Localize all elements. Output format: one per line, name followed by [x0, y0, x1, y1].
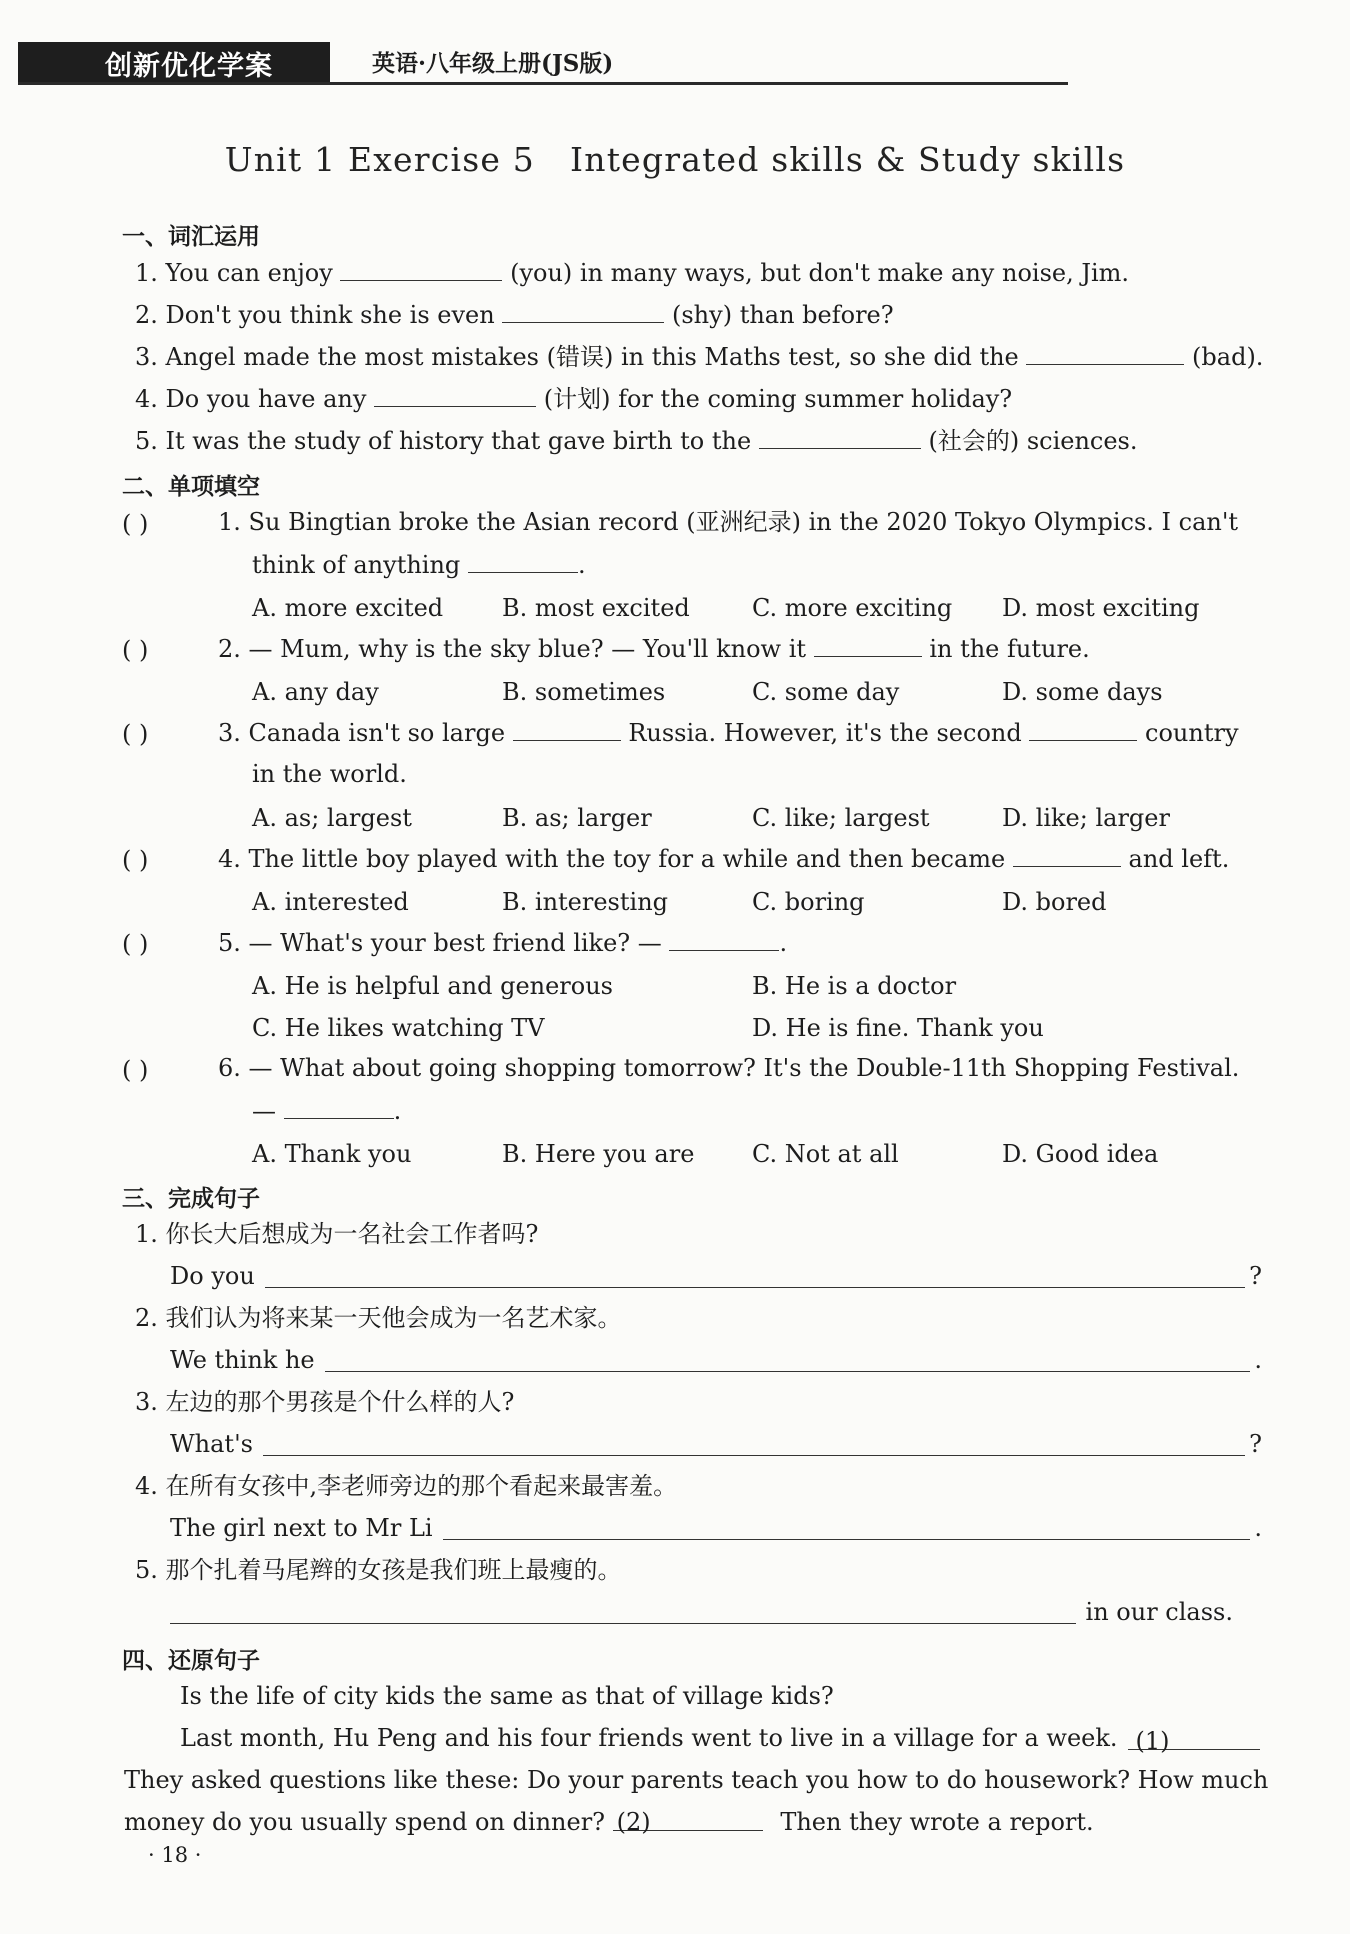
header-rule	[18, 82, 1068, 85]
sentence-end: ?	[1249, 1262, 1262, 1290]
section-4-heading: 四、还原句子	[122, 1648, 260, 1674]
answer-blank[interactable]	[284, 1098, 394, 1119]
option-c[interactable]: C. He likes watching TV	[252, 1014, 545, 1042]
passage-line-1	[180, 1724, 1260, 1755]
translation-item-4	[135, 1474, 677, 1498]
option-b[interactable]: B. Here you are	[502, 1140, 695, 1168]
answer-blank[interactable]	[1026, 344, 1184, 365]
item-number: 2.	[135, 1304, 158, 1332]
option-a[interactable]: A. more excited	[252, 594, 444, 622]
sentence-start: The girl next to Mr Li	[170, 1514, 433, 1542]
answer-blank[interactable]	[669, 930, 779, 951]
question-text: Canada isn't so large	[248, 719, 506, 747]
answer-line[interactable]	[263, 1435, 1245, 1456]
question-number: 2.	[218, 635, 241, 663]
passage-line-2: They asked questions like these: Do your parents teach you how to do housework? How much	[124, 1766, 1269, 1794]
question-text: .	[393, 1097, 402, 1125]
mc-question-1	[218, 510, 1238, 534]
vocab-item-4	[135, 386, 1012, 411]
option-a[interactable]: A. Thank you	[252, 1140, 412, 1168]
chinese-prompt: 左边的那个男孩是个什么样的人?	[165, 1388, 515, 1416]
question-text: — What about going shopping tomorrow? It's the Double-11th Shopping Festival.	[248, 1054, 1240, 1082]
item-text: It was the study of history that gave birth to the	[165, 427, 752, 455]
vocab-item-1	[135, 260, 1129, 285]
mc-question-3	[218, 720, 1239, 745]
translation-answer-4	[170, 1516, 1262, 1540]
dash: —	[252, 1097, 276, 1125]
translation-answer-5	[170, 1600, 1233, 1624]
sentence-start: We think he	[170, 1346, 315, 1374]
item-number: 2.	[135, 301, 158, 329]
answer-blank[interactable]	[468, 552, 578, 573]
answer-blank[interactable]	[814, 636, 922, 657]
item-number: 4.	[135, 1472, 158, 1500]
answer-blank[interactable]	[1013, 846, 1121, 867]
answer-paren[interactable]: ( )	[122, 930, 149, 958]
question-text: think of anything	[252, 551, 461, 579]
question-text: .	[577, 551, 586, 579]
option-c[interactable]: C. some day	[752, 678, 900, 706]
answer-blank[interactable]	[513, 720, 621, 741]
sentence-end: in our class.	[1085, 1598, 1233, 1626]
item-number: 3.	[135, 1388, 158, 1416]
item-number: 3.	[135, 343, 158, 371]
option-d[interactable]: D. bored	[1002, 888, 1107, 916]
answer-line[interactable]	[265, 1267, 1245, 1288]
option-b[interactable]: B. He is a doctor	[752, 972, 957, 1000]
chinese-prompt: 那个扎着马尾辫的女孩是我们班上最瘦的。	[165, 1556, 622, 1584]
question-text: and left.	[1128, 845, 1230, 873]
item-text: (社会的) sciences.	[928, 427, 1138, 455]
answer-blank[interactable]	[502, 302, 664, 323]
answer-blank[interactable]	[340, 260, 502, 281]
passage-text: money do you usually spend on dinner?	[124, 1808, 606, 1836]
option-a[interactable]: A. any day	[252, 678, 379, 706]
option-d[interactable]: D. most exciting	[1002, 594, 1200, 622]
page-title: Unit 1 Exercise 5 Integrated skills & Study skills	[224, 140, 1126, 179]
answer-blank-2[interactable]	[613, 1808, 763, 1836]
option-c[interactable]: C. boring	[752, 888, 865, 916]
answer-paren[interactable]: ( )	[122, 846, 149, 874]
question-number: 1.	[218, 508, 241, 536]
answer-paren[interactable]: ( )	[122, 1056, 149, 1084]
item-text: Don't you think she is even	[165, 301, 495, 329]
translation-item-5	[135, 1558, 622, 1582]
item-text: Do you have any	[165, 385, 367, 413]
item-number: 1.	[135, 1220, 158, 1248]
answer-line[interactable]	[170, 1603, 1076, 1624]
section-2-heading: 二、单项填空	[122, 474, 260, 500]
question-text: — What's your best friend like? —	[248, 929, 662, 957]
chinese-prompt: 我们认为将来某一天他会成为一名艺术家。	[165, 1304, 622, 1332]
passage-line-3	[124, 1810, 1094, 1834]
question-number: 6.	[218, 1054, 241, 1082]
header-brand: 创新优化学案	[105, 51, 273, 82]
option-d[interactable]: D. like; larger	[1002, 804, 1170, 832]
option-c[interactable]: C. more exciting	[752, 594, 953, 622]
mc-question-3-line2: in the world.	[252, 760, 407, 788]
item-number: 1.	[135, 259, 158, 287]
answer-line[interactable]	[443, 1519, 1251, 1540]
option-a[interactable]: A. He is helpful and generous	[252, 972, 613, 1000]
option-d[interactable]: D. He is fine. Thank you	[752, 1014, 1044, 1042]
option-a[interactable]: A. as; largest	[252, 804, 412, 832]
page-number: · 18 ·	[148, 1843, 202, 1867]
blank-number: (1)	[1135, 1727, 1170, 1755]
question-text: The little boy played with the toy for a while and then became	[248, 845, 1006, 873]
answer-line[interactable]	[325, 1351, 1251, 1372]
question-text: in the future.	[929, 635, 1090, 663]
mc-question-6	[218, 1056, 1239, 1080]
item-number: 5.	[135, 427, 158, 455]
mc-question-4	[218, 846, 1229, 871]
item-text: Angel made the most mistakes (错误) in this Maths test, so she did the	[165, 343, 1019, 371]
question-number: 4.	[218, 845, 241, 873]
option-d[interactable]: D. some days	[1002, 678, 1163, 706]
answer-paren[interactable]: ( )	[122, 720, 149, 748]
question-text: country	[1145, 719, 1239, 747]
passage-title: Is the life of city kids the same as that of village kids?	[180, 1682, 834, 1710]
item-text: (bad).	[1192, 343, 1264, 371]
answer-paren[interactable]: ( )	[122, 636, 149, 664]
blank-number: (2)	[616, 1808, 651, 1836]
option-b[interactable]: B. as; larger	[502, 804, 652, 832]
answer-blank[interactable]	[759, 428, 921, 449]
answer-blank-1[interactable]	[1128, 1727, 1260, 1755]
translation-answer-3	[170, 1432, 1262, 1456]
passage-text: Last month, Hu Peng and his four friends went to live in a village for a week.	[180, 1724, 1118, 1752]
question-number: 5.	[218, 929, 241, 957]
section-1-heading: 一、词汇运用	[122, 224, 260, 250]
sentence-end: .	[1254, 1514, 1262, 1542]
item-text: You can enjoy	[165, 259, 333, 287]
chinese-prompt: 在所有女孩中,李老师旁边的那个看起来最害羞。	[165, 1472, 678, 1500]
option-c[interactable]: C. like; largest	[752, 804, 930, 832]
item-text: (shy) than before?	[672, 301, 894, 329]
item-number: 4.	[135, 385, 158, 413]
item-number: 5.	[135, 1556, 158, 1584]
translation-answer-2	[170, 1348, 1262, 1372]
vocab-item-2	[135, 302, 894, 327]
question-text: Su Bingtian broke the Asian record (亚洲纪录) in the 2020 Tokyo Olympics. I can't	[248, 508, 1239, 536]
sentence-start: What's	[170, 1430, 253, 1458]
question-text: Russia. However, it's the second	[628, 719, 1022, 747]
option-b[interactable]: B. sometimes	[502, 678, 666, 706]
translation-answer-1	[170, 1264, 1262, 1288]
sentence-start: Do you	[170, 1262, 255, 1290]
question-text: — Mum, why is the sky blue? — You'll know it	[248, 635, 807, 663]
option-d[interactable]: D. Good idea	[1002, 1140, 1159, 1168]
option-b[interactable]: B. most excited	[502, 594, 690, 622]
item-text: (计划) for the coming summer holiday?	[543, 385, 1013, 413]
answer-blank[interactable]	[374, 386, 536, 407]
answer-blank[interactable]	[1029, 720, 1137, 741]
sentence-end: ?	[1249, 1430, 1262, 1458]
item-text: (you) in many ways, but don't make any noise, Jim.	[510, 259, 1130, 287]
option-b[interactable]: B. interesting	[502, 888, 669, 916]
mc-question-5	[218, 930, 787, 955]
header-book-title: 英语·八年级上册(JS版)	[372, 50, 614, 77]
chinese-prompt: 你长大后想成为一名社会工作者吗?	[165, 1220, 539, 1248]
passage-text: Then they wrote a report.	[780, 1808, 1094, 1836]
sentence-end: .	[1254, 1346, 1262, 1374]
mc-question-6-line2	[252, 1098, 401, 1123]
option-a[interactable]: A. interested	[252, 888, 409, 916]
mc-question-2	[218, 636, 1090, 661]
question-text: .	[779, 929, 788, 957]
question-number: 3.	[218, 719, 241, 747]
mc-question-1-line2	[252, 552, 586, 577]
vocab-item-3	[135, 344, 1263, 369]
translation-item-1	[135, 1222, 538, 1246]
translation-item-3	[135, 1390, 514, 1414]
answer-paren[interactable]: ( )	[122, 510, 149, 538]
section-3-heading: 三、完成句子	[122, 1186, 260, 1212]
vocab-item-5	[135, 428, 1138, 453]
option-c[interactable]: C. Not at all	[752, 1140, 899, 1168]
translation-item-2	[135, 1306, 622, 1330]
